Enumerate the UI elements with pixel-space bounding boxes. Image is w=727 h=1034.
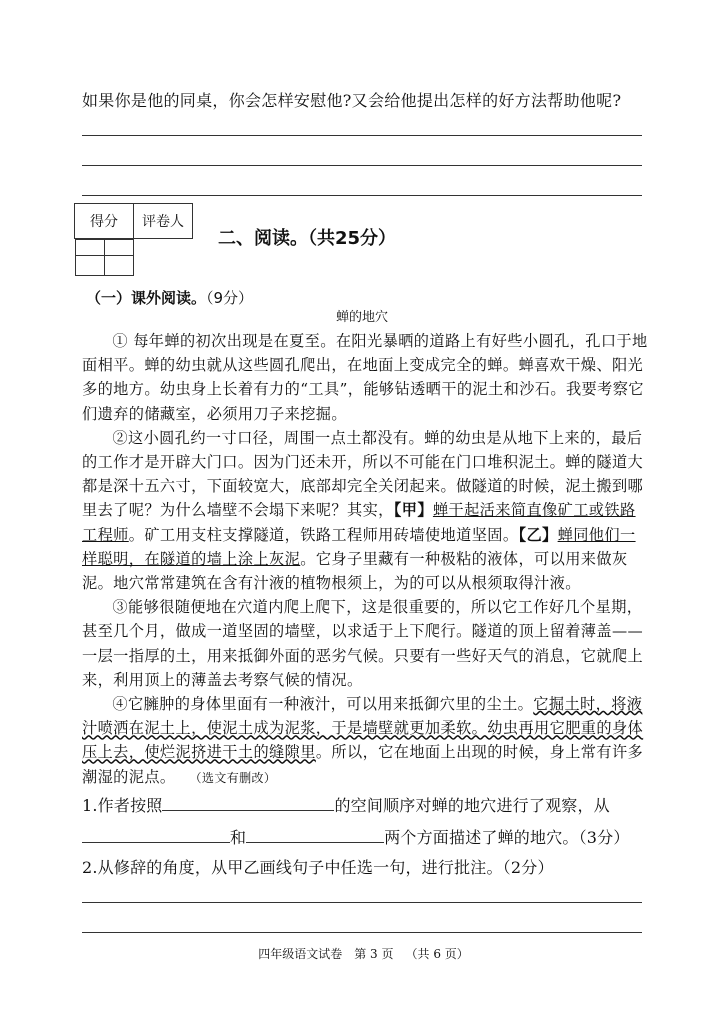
page-footer xyxy=(0,945,727,962)
grader-cell[interactable] xyxy=(104,240,133,276)
subsection-label: （一）课外阅读。 xyxy=(86,289,207,307)
answer-line-1[interactable] xyxy=(82,135,642,136)
p4-text-b: 。所以，它在地面上出现的时候，身上常有许多潮湿的泥点。 xyxy=(82,743,644,786)
article-body xyxy=(82,329,648,790)
paragraph-4 xyxy=(82,692,648,790)
footer-paper: 四年级语文试卷 xyxy=(258,947,343,961)
question-1-line-1 xyxy=(82,793,610,816)
score-cell[interactable] xyxy=(75,240,104,276)
q1-text-b: 的空间顺序对蝉的地穴进行了观察，从 xyxy=(334,796,610,815)
jia-sentence: 蝉干起活来简直像矿工或铁路工程师 xyxy=(82,501,636,544)
subsection-points: （9分） xyxy=(206,289,254,307)
p4-text-a: ④它臃肿的身体里面有一种液汁，可以用来抵御穴里的尘土。 xyxy=(112,695,534,714)
footer-total: （共 6 页） xyxy=(405,947,469,961)
q2-answer-line-2[interactable] xyxy=(82,932,642,933)
q1-text-a: 1.作者按照 xyxy=(82,796,163,815)
article-note: （选文有删改） xyxy=(195,770,277,785)
subsection-title xyxy=(86,287,253,308)
score-table xyxy=(74,203,193,260)
jia-mark: 【甲】 xyxy=(393,501,433,520)
p2-text-c: 。它身子里藏有一种极粘的液体，可以用来做灰泥。地穴常常建筑在含有汁液的植物根须上，为的可以从根须取得汁液。 xyxy=(82,549,628,593)
article-title: 蝉的地穴 xyxy=(336,310,389,325)
p4-wavy-sentence: 它掘土时，将液汁喷洒在泥土上，使泥土成为泥浆，于是墙壁就更加柔软。幼虫再用它肥重的身体压上去，使烂泥挤进干土的缝隙里 xyxy=(82,695,644,762)
footer-page: 第 3 页 xyxy=(354,947,394,961)
question-2: 2.从修辞的角度，从甲乙画线句子中任选一句，进行批注。（2分） xyxy=(82,858,554,877)
top-question: 如果你是他的同桌，你会怎样安慰他?又会给他提出怎样的好方法帮助他呢? xyxy=(82,91,622,110)
q1-blank-3[interactable] xyxy=(246,826,384,843)
paragraph-3: ③能够很随便地在穴道内爬上爬下，这是很重要的，所以它工作好几个星期，甚至几个月，做成一道坚固的墙壁，以求适于上下爬行。隧道的顶上留着薄盖——一层一指厚的土，用来抵御外面的恶劣气候。只要有一些好天气的消息，它就爬上来，利用顶上的薄盖去考察气候的情况。 xyxy=(82,598,644,689)
score-label: 得分 xyxy=(75,204,134,239)
answer-line-3[interactable] xyxy=(82,195,642,196)
paragraph-1: ① 每年蝉的初次出现是在夏至。在阳光暴晒的道路上有好些小圆孔，孔口于地面相平。蝉的幼虫就从这些圆孔爬出，在地面上变成完全的蝉。蝉喜欢干燥、阳光多的地方。幼虫身上长着有力的“工具”，能够钻透晒干的泥土和沙石。我要考察它们遗弃的储藏室，必须用刀子来挖掘。 xyxy=(82,332,648,423)
q2-answer-line-1[interactable] xyxy=(82,902,642,903)
answer-line-2[interactable] xyxy=(82,165,642,166)
paragraph-2 xyxy=(82,426,648,595)
p2-text-a: ②这小圆孔约一寸口径，周围一点土都没有。蝉的幼虫是从地下上来的，最后的工作才是开辟大门口。因为门还未开，所以不可能在门口堆积泥土。蝉的隧道大都是深十五六寸，下面较宽大，底部却完全关闭起来。做隧道的时候，泥土搬到哪里去了呢？为什么墙壁不会塌下来呢？其实， xyxy=(82,428,644,520)
yi-mark: 【乙】 xyxy=(518,525,558,544)
yi-sentence: 蝉同他们一样聪明，在隧道的墙上涂上灰泥 xyxy=(82,525,636,568)
grader-label: 评卷人 xyxy=(134,204,193,239)
q1-text-c: 和 xyxy=(230,828,247,847)
q1-blank-1[interactable] xyxy=(162,794,334,811)
section-title: 二、阅读。（共25分） xyxy=(218,228,397,249)
q1-text-d: 两个方面描述了蝉的地穴。（3分） xyxy=(384,828,630,847)
p2-text-b: 。矿工用支柱支撑隧道，铁路工程师用砖墙使地道坚固。 xyxy=(128,525,519,544)
question-1-line-2 xyxy=(82,825,630,848)
q1-blank-2[interactable] xyxy=(82,826,230,843)
